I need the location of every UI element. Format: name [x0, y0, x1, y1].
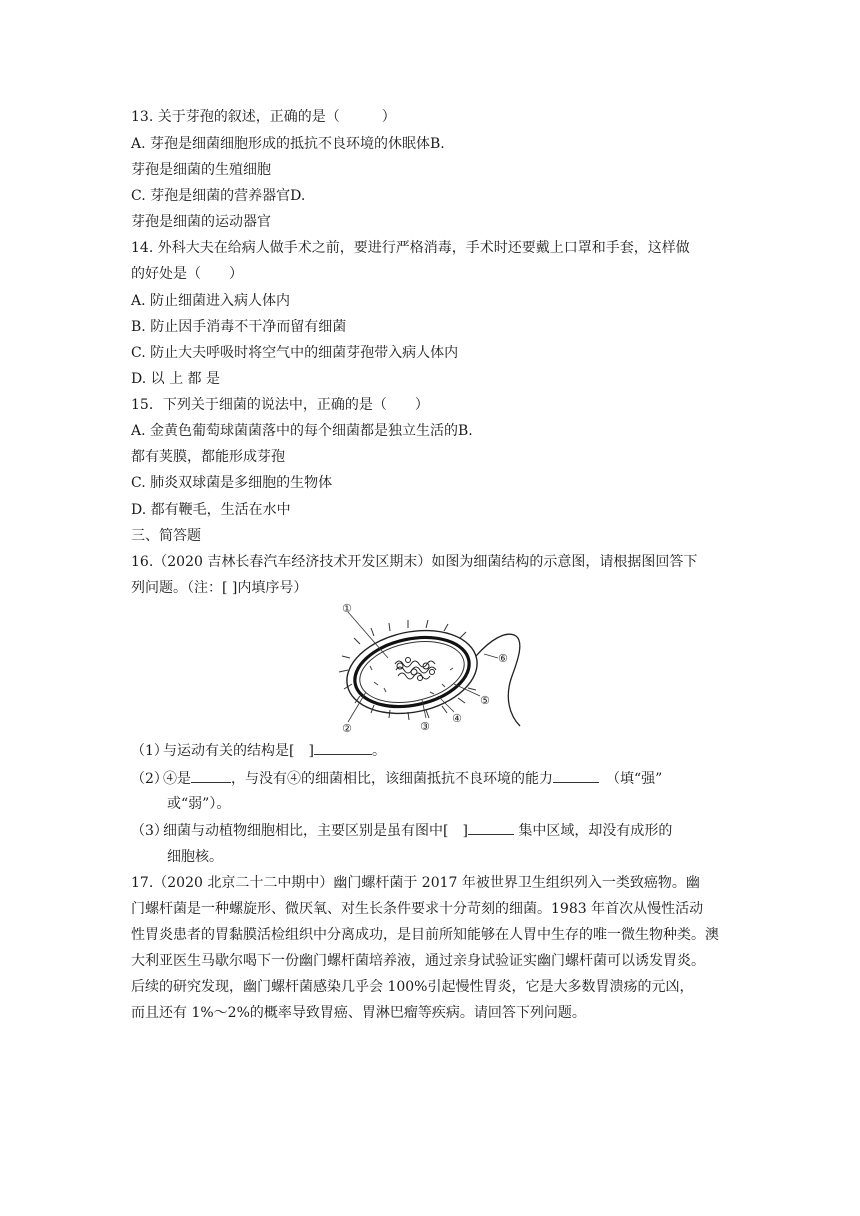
q14-option-b: B. 防止因手消毒不干净而留有细菌 — [131, 319, 347, 335]
q14-stem-line2: 的好处是（ ） — [131, 266, 243, 282]
q15-option-c: C. 肺炎双球菌是多细胞的生物体 — [131, 475, 333, 491]
q17-line-2: 门螺杆菌是一种螺旋形、微厌氧、对生长条件要求十分苛刻的细菌。1983 年首次从慢性活动 — [131, 901, 704, 917]
label-4: ④ — [452, 712, 462, 725]
q16-part2-blank-2[interactable] — [553, 768, 599, 783]
label-1: ① — [342, 602, 352, 615]
q14-option-c: C. 防止大夫呼吸时将空气中的细菌芽孢带入病人体内 — [131, 345, 459, 361]
q17-line-5: 后续的研究发现，幽门螺杆菌感染几乎会 100%引起慢性胃炎，它是大多数胃溃疡的元凶， — [131, 979, 694, 995]
section-heading: 三、简答题 — [131, 528, 201, 544]
label-5: ⑤ — [480, 694, 490, 707]
flagellum — [476, 634, 520, 726]
bacterium-diagram — [330, 600, 530, 740]
label-2: ② — [342, 722, 352, 735]
q16-part1 — [131, 740, 386, 761]
q16-part2 — [131, 768, 662, 789]
label-6: ⑥ — [498, 652, 508, 665]
q16-part1-num: （1） — [131, 743, 168, 759]
q13-option-a: A. 芽孢是细菌细胞形成的抵抗不良环境的休眠体B. — [131, 136, 445, 152]
q16-stem-line2: 列问题。（注：[ ]内填序号） — [131, 580, 308, 596]
q16-part3-text-b: 集中区域，却没有成形的 — [513, 823, 673, 839]
q16-part2-blank-1[interactable] — [191, 768, 231, 783]
q16-part3-blank[interactable] — [468, 820, 514, 835]
q16-part2-text-c: （填“强” — [599, 771, 663, 787]
q17-line-4: 大利亚医生马歇尔喝下一份幽门螺杆菌培养液，通过亲身试验证实幽门螺杆菌可以诱发胃炎。 — [131, 953, 705, 969]
q16-part2-num: （2） — [131, 771, 168, 787]
q15-option-d: D. 都有鞭毛，生活在水中 — [131, 502, 291, 518]
q16-part2-cont: 或“弱”）。 — [167, 796, 231, 812]
q16-part3-text-a: 细菌与动植物细胞相比，主要区别是虽有图中[ ] — [163, 823, 468, 839]
q13-option-b: 芽孢是细菌的生殖细胞 — [131, 162, 271, 178]
q17-line-6: 而且还有 1%～2%的概率导致胃癌、胃淋巴瘤等疾病。请回答下列问题。 — [131, 1005, 586, 1021]
q16-stem-line1: 16.（2020 吉林长春汽车经济技术开发区期末）如图为细菌结构的示意图，请根据图回答下 — [131, 554, 698, 570]
q16-part2-text-b: ，与没有④的细菌相比，该细菌抵抗不良环境的能力 — [231, 771, 553, 787]
q17-line-3: 性胃炎患者的胃黏膜活检组织中分离成功，是目前所知能够在人胃中生存的唯一微生物种类。澳 — [131, 927, 719, 943]
q14-option-a: A. 防止细菌进入病人体内 — [131, 293, 291, 309]
q16-part1-text-b: 。 — [371, 743, 386, 759]
q13-stem: 13. 关于芽孢的叙述，正确的是（ ） — [131, 109, 396, 125]
cell-membrane — [354, 633, 470, 712]
q15-option-a: A. 金黄色葡萄球菌菌落中的每个细菌都是独立生活的B. — [131, 423, 473, 439]
q16-part3-cont: 细胞核。 — [167, 849, 223, 865]
q13-option-c: C. 芽孢是细菌的营养器官D. — [131, 188, 306, 204]
q13-option-d: 芽孢是细菌的运动器官 — [131, 214, 271, 230]
q15-stem: 15．下列关于细菌的说法中，正确的是（ ） — [131, 397, 429, 413]
q15-option-b: 都有荚膜，都能形成芽孢 — [131, 449, 285, 465]
q16-part2-text-a: ④是 — [163, 771, 191, 787]
q16-part3-num: （3） — [131, 823, 168, 839]
q16-part3 — [131, 820, 672, 841]
label-3: ③ — [420, 720, 430, 733]
dna-region — [395, 658, 436, 681]
q14-stem-line1: 14. 外科大夫在给病人做手术之前，要进行严格消毒，手术时还要戴上口罩和手套，这样做 — [131, 240, 690, 256]
q16-part1-blank[interactable] — [314, 740, 372, 755]
cell-wall — [348, 628, 475, 717]
q17-line-1: 17.（2020 北京二十二中期中）幽门螺杆菌于 2017 年被世界卫生组织列入一类致癌物。幽 — [131, 875, 700, 891]
q16-part1-text-a: 与运动有关的结构是[ ] — [163, 743, 314, 759]
q14-option-d: D. 以 上 都 是 — [131, 371, 220, 387]
